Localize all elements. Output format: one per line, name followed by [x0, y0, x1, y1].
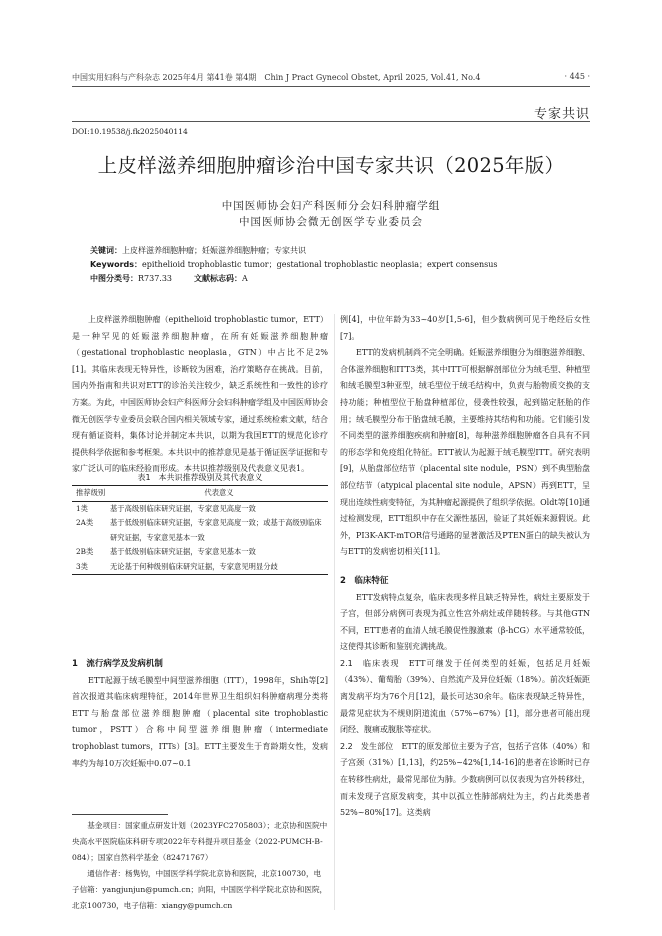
doi: DOI:10.19538/j.fk2025040114	[72, 127, 188, 136]
right-column	[340, 312, 590, 822]
table-row: 3类 无论基于何种级别临床研究证据，专家意见明显分歧	[72, 560, 328, 575]
section-rule	[72, 121, 590, 122]
section1-paragraph: ETT起源于绒毛膜型中间型滋养细胞（ITT），1998年，Shih等[2]首次报道其临床病理特征，2014年世界卫生组织妇科肿瘤病理分类将ETT与胎盘部位滋养细胞肿瘤（placental site trophoblastic tumor，PSTT）合称中间型滋养细胞肿瘤（intermediate trophoblast tumors，ITTs）[3]。ETT主要发生于育龄期女性，发病率约为每10万次妊娠中0.07~0.1	[72, 675, 328, 768]
doc-code-value: A	[242, 274, 248, 283]
continued-paragraph: 例[4]，中位年龄为33~40岁[1,5-6]，但少数病例可见于绝经后女性[7]。	[340, 315, 590, 341]
paper-title: 上皮样滋养细胞肿瘤诊治中国专家共识（2025年版）	[97, 154, 565, 177]
subsection-2-2: 2.2 发生部位 ETT的原发部位主要为子宫，包括子宫体（40%）和子宫颈（31%）[1,13]，约25%~42%[1,14-16]的患者在诊断时已存在转移性病灶，最常见部位为肺。少数病例可以仅表现为宫外转移灶，而未发现子宫原发病变，其中以孤立性肺部病灶为主，约占此类患者52%~80%[17]。这类病	[340, 741, 590, 818]
journal-line: 中国实用妇科与产科杂志 2025年4月 第41卷 第4期 Chin J Pract Gynecol Obstet, April 2025, Vol.41, No.4	[72, 73, 481, 82]
recommendation-table	[72, 485, 328, 575]
running-header	[72, 72, 590, 83]
table-row: 2A类 基于低级别临床研究证据，专家意见高度一致；或基于高级别临床研究证据，专家意见基本一致	[76, 518, 322, 542]
doc-code-label: 文献标志码：	[194, 274, 243, 283]
clinical-overview-paragraph: ETT发病特点复杂，临床表现多样且缺乏特异性，病灶主要原发于子宫，但部分病例可表现为孤立性宫外病灶或伴随转移。与其他GTN不同，ETT患者的血清人绒毛膜促性腺激素（β-hCG）水平通常较低，这使得其诊断和鉴别充满挑战。	[340, 592, 590, 652]
funding-note: 基金项目：国家重点研发计划（2023YFC2705803）；北京协和医院中央高水平医院临床科研专项2022年专科提升项目基金（2022-PUMCH-B-084）；国家自然科学基金（82471767）	[72, 821, 328, 862]
intro-column	[72, 312, 328, 478]
section1-heading: 1 流行病学及发病机制	[72, 659, 163, 669]
clc-value: R737.33	[138, 274, 173, 283]
pathogenesis-paragraph: ETT的发病机制尚不完全明确。妊娠滋养细胞分为细胞滋养细胞、合体滋养细胞和ITT3类，其中ITT可根据解剖部位分为绒毛型、种植型和绒毛膜型3种亚型，绒毛型位于绒毛结构中，负责与胎物质交换的支持功能；种植型位于胎盘种植部位，侵袭性较强，起到锚定胚胎的作用；绒毛膜型分布于胎盘绒毛膜，主要维持其结构和功能。它们能引发不同类型的滋养细胞疾病和肿瘤[8]，每种滋养细胞肿瘤各自具有不同的形态学和免疫组化特征。ETT被认为起源于绒毛膜型ITT。研究表明[9]，从胎盘部位结节（placental site nodule，PSN）到不典型胎盘部位结节（atypical placental site nodule，APSN）再到ETT，呈现出连续性病变特征，为其肿瘤起源提供了组织学依据。Oldt等[10]通过检测发现，ETT组织中存在父源性基因，验证了其妊娠来源假说。此外，PI3K-AKT-mTOR信号通路的显著激活及PTEN蛋白的缺失被认为与ETT的发病密切相关[11]。	[340, 348, 590, 557]
header-rule	[72, 86, 590, 87]
table-row: 1类 基于高级别临床研究证据，专家意见高度一致	[76, 503, 256, 513]
table-row: 2B类 基于低级别临床研究证据，专家意见基本一致	[76, 547, 256, 556]
column-gutter	[334, 314, 335, 910]
footnote-rule	[72, 814, 168, 815]
page-number: · 445 ·	[564, 72, 590, 81]
footnote-block	[72, 818, 328, 914]
section2-heading: 2 临床特征	[340, 575, 389, 586]
keywords-cn: 上皮样滋养细胞肿瘤；妊娠滋养细胞肿瘤；专家共识	[122, 246, 306, 255]
author-line-2: 中国医师协会微无创医学专业委员会	[239, 216, 423, 228]
table-caption: 表1 本共识推荐级别及其代表意义	[137, 473, 263, 482]
clc-label: 中图分类号：	[90, 274, 138, 283]
keywords-block	[90, 244, 572, 286]
section-tag: 专家共识	[533, 107, 590, 122]
keywords-cn-label: 关键词：	[90, 246, 122, 255]
keywords-en: epithelioid trophoblastic tumor；gestational trophoblastic neoplasia；expert consensus	[142, 260, 498, 269]
keywords-en-label: Keywords：	[90, 260, 143, 269]
section1-block	[72, 656, 328, 772]
correspondence-note: 通信作者：杨隽钧，中国医学科学院北京协和医院，北京100730，电子信箱：yangjunjun@pumch.cn；向阳，中国医学科学院北京协和医院，北京100730，电子信箱：xiangy@pumch.cn	[72, 869, 328, 910]
author-line-1: 中国医师协会妇产科医师分会妇科肿瘤学组	[221, 200, 441, 212]
subsection-2-1: 2.1 临床表现 ETT可继发于任何类型的妊娠，包括足月妊娠（43%）、葡萄胎（39%）、自然流产及异位妊娠（18%）。前次妊娠距离发病平均为76个月[12]，最长可达30余年。临床表现缺乏特异性，最常见症状为不规则阴道流血（57%~67%）[1]，部分患者可能出现闭经、腹痛或腹胀等症状。	[340, 658, 590, 735]
table-header-level: 推荐级别	[72, 486, 110, 502]
table-header-meaning: 代表意义	[110, 486, 328, 502]
intro-paragraph: 上皮样滋养细胞肿瘤（epithelioid trophoblastic tumor，ETT）是一种罕见的妊娠滋养细胞肿瘤，在所有妊娠滋养细胞肿瘤（gestational trophoblastic neoplasia，GTN）中占比不足2%[1]。其临床表现无特异性，诊断较为困难，治疗策略存在挑战。目前，国内外指南和共识对ETT的诊治关注较少，缺乏系统性和一致性的诊疗方案。为此，中国医师协会妇产科医师分会妇科肿瘤学组及中国医师协会微无创医学专业委员会联合国内相关领域专家，通过系统检索文献，结合现有循证资料，集体讨论并制定本共识，以期为我国ETT的规范化诊疗提供科学依据和参考框架。本共识中的推荐意见是基于循证医学证据和专家广泛认可的临床经验而形成。本共识推荐级别及代表意义见表1。	[72, 315, 328, 474]
